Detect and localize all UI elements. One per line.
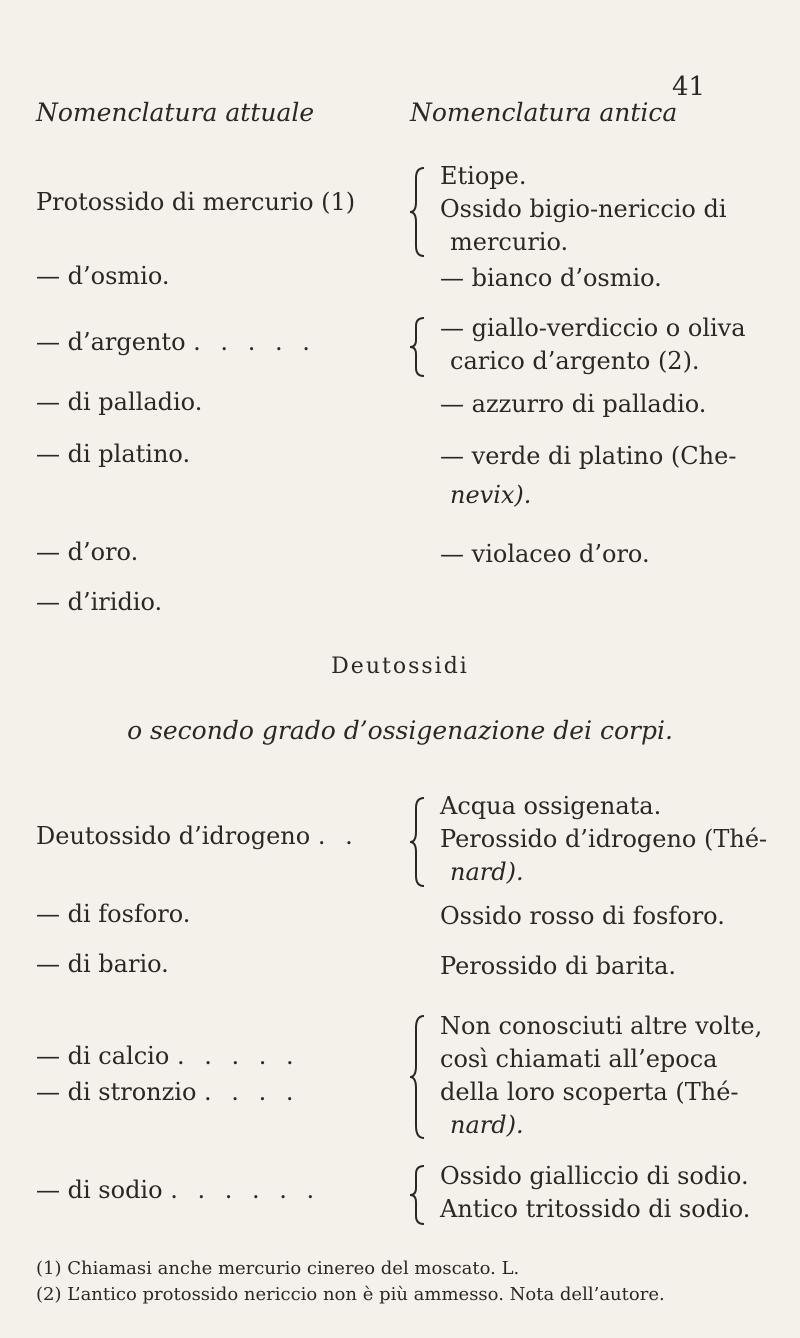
footnote-2: (2) L’antico protossido nericcio non è più ammesso. Nota dell’autore. — [36, 1284, 665, 1305]
old-name: Perossido di barita. — [440, 952, 677, 980]
old-name: — azzurro di palladio. — [440, 390, 707, 418]
brace-icon — [408, 796, 430, 888]
current-name: — d’argento . . . . . — [36, 328, 316, 356]
current-name: Deutossido d’idrogeno . . — [36, 822, 359, 850]
current-name: — di bario. — [36, 950, 169, 978]
current-name: — di platino. — [36, 440, 191, 468]
current-name: — di sodio . . . . . . — [36, 1176, 321, 1204]
current-name-calcium: — di calcio . . . . . — [36, 1042, 300, 1070]
old-name: — giallo-verdiccio o oliva carico d’argento (2). — [440, 314, 746, 375]
page-number: 41 — [672, 72, 706, 102]
section-subtitle: o secondo grado d’ossigenazione dei corpi. — [127, 716, 673, 745]
footnote-1: (1) Chiamasi anche mercurio cinereo del moscato. L. — [36, 1258, 520, 1279]
old-name: Non conosciuti altre volte, così chiamati all’epoca della loro scoperta (Thé- nard). — [440, 1012, 763, 1139]
brace-icon — [408, 166, 430, 258]
old-name: — violaceo d’oro. — [440, 540, 650, 568]
current-name: — d’iridio. — [36, 588, 163, 616]
header-old-nomenclature: Nomenclatura antica — [410, 98, 678, 127]
header-current-nomenclature: Nomenclatura attuale — [36, 98, 315, 127]
current-name-strontium: — di stronzio . . . . — [36, 1078, 300, 1106]
brace-icon — [408, 316, 430, 378]
old-name: Etiope. Ossido bigio-nericcio di mercurio. — [440, 162, 727, 256]
old-name: — bianco d’osmio. — [440, 264, 662, 292]
old-name: Ossido gialliccio di sodio. Antico tritossido di sodio. — [440, 1162, 751, 1223]
section-title: Deutossidi — [331, 654, 469, 679]
current-name: — di palladio. — [36, 388, 203, 416]
current-name: — di fosforo. — [36, 900, 191, 928]
brace-icon — [408, 1014, 430, 1140]
current-name: — d’oro. — [36, 538, 139, 566]
old-name: — verde di platino (Che- nevix). — [440, 442, 737, 509]
old-name: Acqua ossigenata. Perossido d’idrogeno (Thé- nard). — [440, 792, 768, 886]
current-name: Protossido di mercurio (1) — [36, 188, 356, 216]
brace-icon — [408, 1164, 430, 1226]
old-name: Ossido rosso di fosforo. — [440, 902, 725, 930]
current-name: — d’osmio. — [36, 262, 170, 290]
